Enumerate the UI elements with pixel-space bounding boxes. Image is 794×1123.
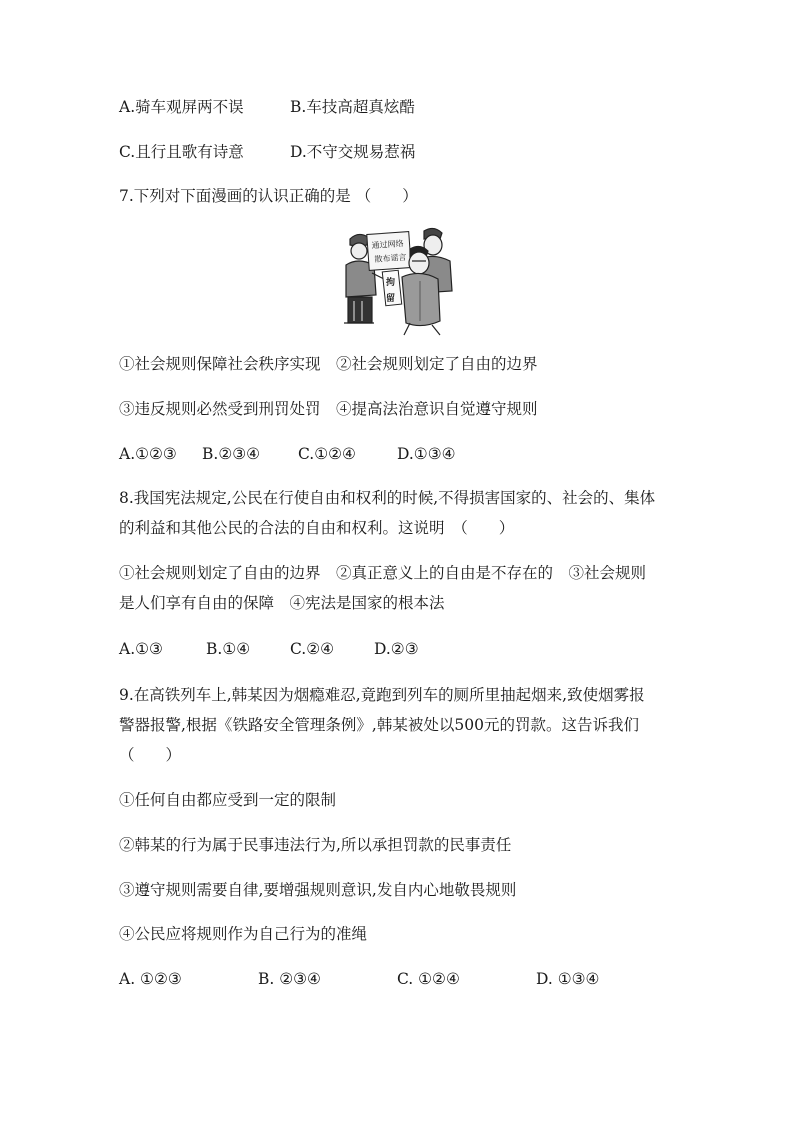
- option-b: B.②③④: [202, 445, 261, 463]
- question-9-statement-4: ④公民应将规则作为自己行为的准绳: [119, 925, 368, 943]
- option-d: D. ①③④: [536, 970, 600, 988]
- option-c: C. ①②④: [397, 970, 460, 988]
- option-c: C.②④: [290, 640, 335, 658]
- question-8-statements-line-2: 是人们享有自由的保障 ④宪法是国家的根本法: [119, 594, 445, 612]
- option-a: A.骑车观屏两不误: [119, 98, 244, 116]
- question-9-statement-1: ①任何自由都应受到一定的限制: [119, 791, 337, 809]
- option-a: A.①②③: [119, 445, 177, 463]
- option-b: B.①④: [206, 640, 251, 658]
- paper-text-line2: 留: [386, 294, 396, 304]
- question-8-statements-line-1: ①社会规则划定了自由的边界 ②真正意义上的自由是不存在的 ③社会规则: [119, 564, 647, 582]
- question-7-statements-line-2: ③违反规则必然受到刑罚处罚 ④提高法治意识自觉遵守规则: [119, 400, 538, 418]
- option-a: A. ①②③: [119, 970, 182, 988]
- question-7-stem: 7.下列对下面漫画的认识正确的是 （ ）: [119, 187, 418, 205]
- option-a: A.①③: [119, 640, 163, 658]
- cartoon-illustration: [340, 225, 462, 337]
- option-d: D.不守交规易惹祸: [290, 143, 416, 161]
- option-c: C.①②④: [298, 445, 356, 463]
- question-8-stem-line-1: 8.我国宪法规定,公民在行使自由和权利的时候,不得损害国家的、社会的、集体: [119, 489, 656, 507]
- sign-text-line2: 散布谣言: [374, 252, 407, 265]
- paper-text-line1: 拘: [386, 278, 396, 288]
- question-9-stem-line-1: 9.在高铁列车上,韩某因为烟瘾难忍,竟跑到列车的厕所里抽起烟来,致使烟雾报: [119, 686, 645, 704]
- question-8-stem-line-2: 的利益和其他公民的合法的自由和权利。这说明 （ ）: [119, 519, 515, 537]
- option-d: D.①③④: [397, 445, 456, 463]
- question-7-statements-line-1: ①社会规则保障社会秩序实现 ②社会规则划定了自由的边界: [119, 355, 538, 373]
- option-d: D.②③: [374, 640, 419, 658]
- option-b: B. ②③④: [258, 970, 321, 988]
- sign-text-line1: 通过网络: [371, 238, 404, 251]
- question-9-stem-line-3: （ ）: [119, 746, 182, 764]
- question-9-statement-2: ②韩某的行为属于民事违法行为,所以承担罚款的民事责任: [119, 836, 512, 854]
- option-c: C.且行且歌有诗意: [119, 143, 244, 161]
- question-9-statement-3: ③遵守规则需要自律,要增强规则意识,发自内心地敬畏规则: [119, 881, 517, 899]
- question-9-stem-line-2: 警器报警,根据《铁路安全管理条例》,韩某被处以500元的罚款。这告诉我们: [119, 716, 639, 734]
- option-b: B.车技高超真炫酷: [290, 98, 415, 116]
